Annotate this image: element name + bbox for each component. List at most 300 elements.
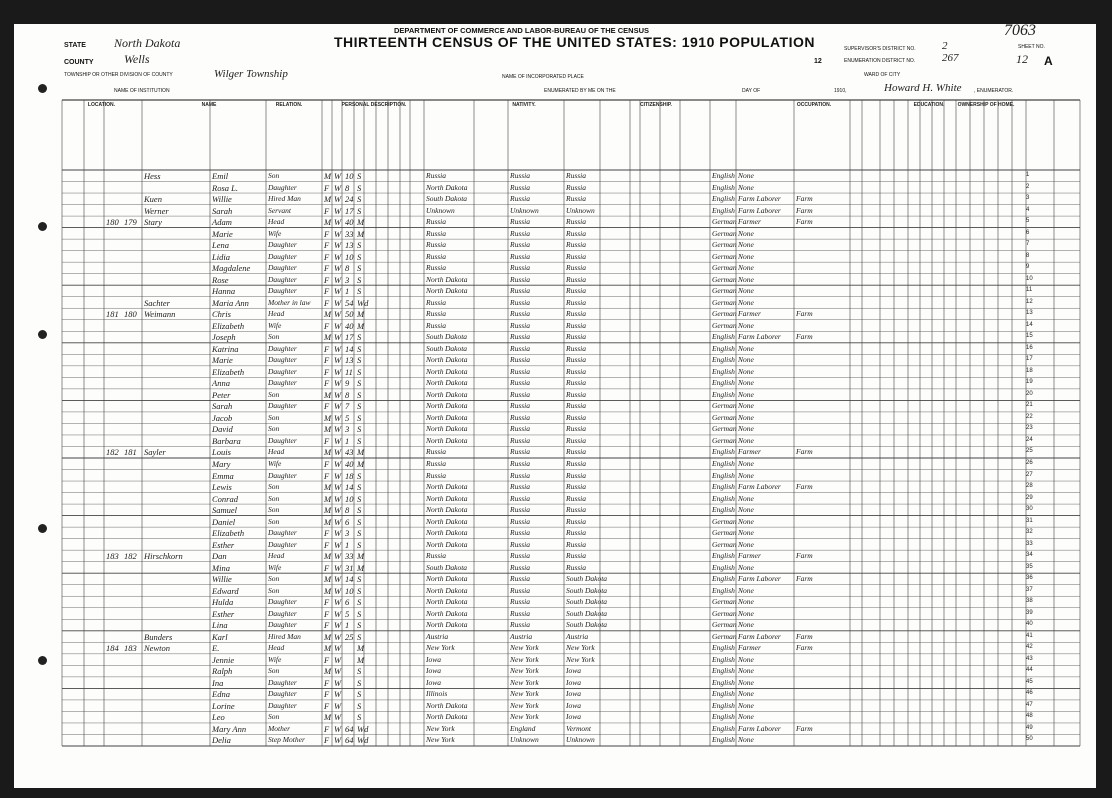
day-label: DAY OF <box>742 88 761 94</box>
race: W <box>334 482 342 493</box>
given-name: Lina <box>212 620 228 631</box>
col-citizenship: CITIZENSHIP. <box>640 102 672 108</box>
enum-district-label: ENUMERATION DISTRICT NO. <box>844 58 916 64</box>
sex: F <box>324 286 330 297</box>
birthplace: Russia <box>426 217 447 227</box>
occupation: Farm Laborer <box>738 574 781 584</box>
age: 17 <box>345 332 354 343</box>
sex: F <box>324 251 330 262</box>
given-name: Lena <box>212 240 229 251</box>
occupation: Farm Laborer <box>738 723 781 733</box>
given-name: Willie <box>212 194 232 205</box>
given-name: David <box>212 424 233 435</box>
father-birthplace: Russia <box>510 378 531 388</box>
enumerator-label: , ENUMERATOR. <box>974 88 1014 94</box>
sex: F <box>324 723 330 734</box>
sex: M <box>324 666 332 677</box>
language: English <box>712 205 735 215</box>
birthplace: Iowa <box>426 654 441 664</box>
language: English <box>712 700 735 710</box>
sex: F <box>324 435 330 446</box>
relation: Wife <box>268 654 282 664</box>
row-number: 24 <box>1026 436 1033 443</box>
father-birthplace: Russia <box>510 251 531 261</box>
given-name: Leo <box>212 712 225 723</box>
given-name: Samuel <box>212 505 238 516</box>
race: W <box>334 551 342 562</box>
surname: Stary <box>144 217 162 228</box>
given-name: Barbara <box>212 435 241 446</box>
occupation: Farmer <box>738 447 761 457</box>
language: German <box>712 263 737 273</box>
given-name: Magdalene <box>212 263 251 274</box>
father-birthplace: Russia <box>510 528 531 538</box>
marital-status: S <box>357 712 362 723</box>
birthplace: North Dakota <box>426 424 468 434</box>
given-name: Karl <box>212 631 228 642</box>
race: W <box>334 643 342 654</box>
mother-birthplace: Russia <box>566 435 587 445</box>
relation: Head <box>268 447 285 457</box>
relation: Daughter <box>268 689 297 699</box>
incorporated-label: NAME OF INCORPORATED PLACE <box>502 74 584 80</box>
father-birthplace: Russia <box>510 539 531 549</box>
age: 8 <box>345 389 350 400</box>
relation: Daughter <box>268 620 297 630</box>
sex: M <box>324 412 332 423</box>
birthplace: Russia <box>426 228 447 238</box>
industry: Farm <box>796 643 813 653</box>
col-ownership: OWNERSHIP OF HOME. <box>957 102 1015 108</box>
birthplace: North Dakota <box>426 539 468 549</box>
language: English <box>712 194 735 204</box>
marital-status: S <box>357 631 362 642</box>
language: English <box>712 712 735 722</box>
row-number: 33 <box>1026 540 1033 547</box>
marital-status: M <box>357 459 365 469</box>
occupation: None <box>738 735 754 745</box>
row-number: 4 <box>1026 206 1030 213</box>
father-birthplace: Russia <box>510 424 531 434</box>
row-number: 18 <box>1026 367 1033 374</box>
occupation: Farm Laborer <box>738 631 781 641</box>
language: German <box>712 631 737 641</box>
age: 18 <box>345 470 354 481</box>
year-label: 1910, <box>834 88 847 94</box>
age: 1 <box>345 435 350 446</box>
col-name: NAME <box>201 102 217 108</box>
language: English <box>712 574 735 584</box>
language: English <box>712 447 735 457</box>
age: 14 <box>345 574 354 585</box>
given-name: Peter <box>212 389 231 400</box>
language: English <box>712 470 735 480</box>
occupation: None <box>738 240 754 250</box>
race: W <box>334 366 342 377</box>
language: English <box>712 378 735 388</box>
mother-birthplace: Russia <box>566 412 587 422</box>
relation: Daughter <box>268 286 297 296</box>
race: W <box>334 539 342 550</box>
sex: F <box>324 620 330 631</box>
mother-birthplace: Russia <box>566 470 587 480</box>
age: 14 <box>345 343 354 354</box>
birthplace: North Dakota <box>426 355 468 365</box>
age: 33 <box>345 551 354 562</box>
language: German <box>712 228 737 238</box>
father-birthplace: Russia <box>510 355 531 365</box>
marital-status: S <box>357 286 362 297</box>
relation: Son <box>268 712 280 722</box>
mother-birthplace: South Dakota <box>566 597 608 607</box>
sheet-no-value: 12 <box>1016 52 1028 66</box>
relation: Mother in law <box>268 297 311 307</box>
mother-birthplace: New York <box>566 643 595 653</box>
stamp-number: 7063 <box>1004 22 1036 39</box>
marital-status: M <box>357 643 365 654</box>
father-birthplace: Russia <box>510 171 531 180</box>
row-number: 37 <box>1026 586 1033 593</box>
family-number: 179 <box>124 217 137 228</box>
race: W <box>334 516 342 527</box>
relation: Son <box>268 585 280 595</box>
marital-status: S <box>357 516 362 527</box>
occupation: None <box>738 228 754 238</box>
relation: Head <box>268 643 285 653</box>
birthplace: Russia <box>426 251 447 261</box>
given-name: Katrina <box>212 343 239 354</box>
birthplace: Russia <box>426 320 447 330</box>
row-number: 19 <box>1026 379 1033 386</box>
race: W <box>334 459 342 469</box>
sex: F <box>324 735 330 746</box>
language: German <box>712 274 737 284</box>
race: W <box>334 297 342 308</box>
industry: Farm <box>796 309 813 319</box>
given-name: Delia <box>212 735 231 746</box>
relation: Son <box>268 574 280 584</box>
surname: Hess <box>144 171 161 181</box>
mother-birthplace: New York <box>566 654 595 664</box>
father-birthplace: Russia <box>510 332 531 342</box>
mother-birthplace: Russia <box>566 240 587 250</box>
given-name: Jennie <box>212 654 235 665</box>
occupation: None <box>738 539 754 549</box>
mother-birthplace: Russia <box>566 562 587 572</box>
row-number: 11 <box>1026 287 1033 294</box>
age: 10 <box>345 585 354 596</box>
row-number: 38 <box>1026 598 1033 605</box>
sex: F <box>324 608 330 619</box>
age: 50 <box>345 309 354 320</box>
birthplace: New York <box>426 735 455 745</box>
surname: Bunders <box>144 631 173 642</box>
row-number: 32 <box>1026 529 1033 536</box>
relation: Son <box>268 505 280 515</box>
language: English <box>712 585 735 595</box>
birthplace: North Dakota <box>426 482 468 492</box>
relation: Daughter <box>268 677 297 687</box>
dwelling-number: 184 <box>106 643 119 654</box>
surname: Sachter <box>144 297 170 308</box>
race: W <box>334 389 342 400</box>
race: W <box>334 332 342 343</box>
father-birthplace: Russia <box>510 274 531 284</box>
birthplace: Russia <box>426 551 447 561</box>
mother-birthplace: Russia <box>566 297 587 307</box>
language: English <box>712 171 735 180</box>
relation: Son <box>268 332 280 342</box>
language: English <box>712 366 735 376</box>
marital-status: M <box>357 447 365 458</box>
birthplace: Russia <box>426 297 447 307</box>
marital-status: S <box>357 332 362 343</box>
relation: Son <box>268 482 280 492</box>
occupation: None <box>738 435 754 445</box>
race: W <box>334 712 342 723</box>
sex: F <box>324 343 330 354</box>
dwelling-number: 181 <box>106 309 119 320</box>
marital-status: S <box>357 539 362 550</box>
birthplace: Iowa <box>426 677 441 687</box>
father-birthplace: Russia <box>510 585 531 595</box>
birthplace: New York <box>426 643 455 653</box>
marital-status: S <box>357 205 362 216</box>
given-name: Elizabeth <box>212 320 245 331</box>
occupation: None <box>738 516 754 526</box>
relation: Daughter <box>268 182 297 192</box>
birthplace: North Dakota <box>426 597 468 607</box>
father-birthplace: Russia <box>510 366 531 376</box>
mother-birthplace: Russia <box>566 366 587 376</box>
given-name: Sarah <box>212 401 233 412</box>
birthplace: North Dakota <box>426 182 468 192</box>
father-birthplace: Russia <box>510 597 531 607</box>
marital-status: M <box>357 654 365 665</box>
age: 5 <box>345 412 350 423</box>
mother-birthplace: Russia <box>566 320 587 330</box>
occupation: Farmer <box>738 551 761 561</box>
marital-status: S <box>357 689 362 700</box>
mother-birthplace: Russia <box>566 171 587 180</box>
given-name: Marie <box>212 228 233 239</box>
given-name: Marie <box>212 355 233 366</box>
race: W <box>334 217 342 228</box>
father-birthplace: Russia <box>510 562 531 572</box>
race: W <box>334 470 342 481</box>
row-number: 35 <box>1026 563 1033 570</box>
relation: Wife <box>268 228 282 238</box>
industry: Farm <box>796 217 813 227</box>
occupation: None <box>738 620 754 630</box>
sex: F <box>324 366 330 377</box>
father-birthplace: Russia <box>510 263 531 273</box>
age: 13 <box>345 240 354 251</box>
occupation: None <box>738 424 754 434</box>
surname: Weimann <box>144 309 176 320</box>
language: English <box>712 389 735 399</box>
col-personal: PERSONAL DESCRIPTION. <box>341 102 407 108</box>
mother-birthplace: Iowa <box>566 700 581 710</box>
row-number: 14 <box>1026 321 1033 328</box>
birthplace: North Dakota <box>426 620 468 630</box>
occupation: Farmer <box>738 643 761 653</box>
occupation: None <box>738 274 754 284</box>
given-name: Joseph <box>212 332 236 343</box>
relation: Wife <box>268 459 282 468</box>
age: 10 <box>345 251 354 262</box>
relation: Daughter <box>268 355 297 365</box>
birthplace: Russia <box>426 309 447 319</box>
marital-status: S <box>357 424 362 435</box>
birthplace: South Dakota <box>426 562 468 572</box>
row-number: 22 <box>1026 413 1033 420</box>
institution-label: NAME OF INSTITUTION <box>114 88 170 94</box>
given-name: Mary <box>212 459 231 469</box>
marital-status: S <box>357 505 362 516</box>
row-number: 50 <box>1026 736 1033 743</box>
given-name: Rosa L. <box>212 182 238 193</box>
language: German <box>712 516 737 526</box>
mother-birthplace: Unknown <box>566 735 595 745</box>
given-name: Hanna <box>212 286 236 297</box>
marital-status: S <box>357 700 362 711</box>
father-birthplace: Russia <box>510 482 531 492</box>
occupation: None <box>738 585 754 595</box>
mother-birthplace: Russia <box>566 378 587 388</box>
occupation: None <box>738 562 754 572</box>
surname: Sayler <box>144 447 166 458</box>
race: W <box>334 412 342 423</box>
race: W <box>334 251 342 262</box>
race: W <box>334 194 342 205</box>
occupation: None <box>738 493 754 503</box>
mother-birthplace: Russia <box>566 251 587 261</box>
sex: F <box>324 654 330 665</box>
birthplace: North Dakota <box>426 435 468 445</box>
occupation: None <box>738 712 754 722</box>
enum-district-value: 267 <box>942 52 959 64</box>
enumerator-value: Howard H. White <box>884 82 962 94</box>
given-name: Mary Ann <box>212 723 247 734</box>
birthplace: North Dakota <box>426 585 468 595</box>
age: 64 <box>345 735 354 746</box>
mother-birthplace: Russia <box>566 447 587 457</box>
surname: Kuen <box>144 194 162 205</box>
relation: Daughter <box>268 343 297 353</box>
given-name: Edna <box>212 689 230 700</box>
father-birthplace: New York <box>510 689 539 699</box>
father-birthplace: Russia <box>510 182 531 192</box>
relation: Daughter <box>268 435 297 445</box>
birthplace: North Dakota <box>426 516 468 526</box>
marital-status: Wd <box>357 735 369 746</box>
supervisor-value: 2 <box>942 40 948 52</box>
given-name: Anna <box>212 378 230 389</box>
sex: M <box>324 516 332 527</box>
language: German <box>712 251 737 261</box>
father-birthplace: Russia <box>510 435 531 445</box>
race: W <box>334 735 342 746</box>
occupation: None <box>738 470 754 480</box>
row-number: 39 <box>1026 609 1033 616</box>
given-name: Elizabeth <box>212 366 245 377</box>
marital-status: S <box>357 482 362 493</box>
occupation: None <box>738 412 754 422</box>
age: 13 <box>345 355 354 366</box>
industry: Farm <box>796 332 813 342</box>
marital-status: S <box>357 378 362 389</box>
race: W <box>334 562 342 573</box>
marital-status: S <box>357 435 362 446</box>
dwelling-number: 180 <box>106 217 119 228</box>
industry: Farm <box>796 574 813 584</box>
race: W <box>334 182 342 193</box>
language: English <box>712 343 735 353</box>
age: 9 <box>345 378 350 389</box>
occupation: None <box>738 459 754 468</box>
given-name: Ina <box>212 677 224 688</box>
mother-birthplace: Austria <box>566 631 589 641</box>
marital-status: S <box>357 389 362 400</box>
marital-status: S <box>357 355 362 366</box>
sex: M <box>324 332 332 343</box>
row-number: 6 <box>1026 229 1030 236</box>
birthplace: North Dakota <box>426 366 468 376</box>
father-birthplace: New York <box>510 677 539 687</box>
race: W <box>334 435 342 446</box>
birthplace: North Dakota <box>426 493 468 503</box>
row-number: 15 <box>1026 333 1033 340</box>
marital-status: S <box>357 412 362 423</box>
birthplace: North Dakota <box>426 700 468 710</box>
race: W <box>334 228 342 239</box>
occupation: None <box>738 182 754 192</box>
race: W <box>334 343 342 354</box>
relation: Mother <box>268 723 291 733</box>
row-number: 21 <box>1026 402 1033 409</box>
mother-birthplace: Russia <box>566 228 587 238</box>
birthplace: Russia <box>426 263 447 273</box>
marital-status: M <box>357 217 365 228</box>
language: German <box>712 528 737 538</box>
race: W <box>334 493 342 504</box>
marital-status: S <box>357 620 362 631</box>
language: German <box>712 435 737 445</box>
row-number: 8 <box>1026 252 1030 259</box>
marital-status: M <box>357 320 365 331</box>
given-name: Edward <box>212 585 239 596</box>
row-number: 44 <box>1026 667 1033 674</box>
birthplace: North Dakota <box>426 401 468 411</box>
occupation: None <box>738 389 754 399</box>
age: 3 <box>345 528 350 539</box>
mother-birthplace: Russia <box>566 528 587 538</box>
given-name: Emma <box>212 470 234 481</box>
occupation: None <box>738 401 754 411</box>
given-name: Willie <box>212 574 232 585</box>
race: W <box>334 274 342 285</box>
occupation: None <box>738 251 754 261</box>
relation: Daughter <box>268 597 297 607</box>
industry: Farm <box>796 551 813 561</box>
occupation: None <box>738 378 754 388</box>
mother-birthplace: Iowa <box>566 666 581 676</box>
occupation: None <box>738 320 754 330</box>
surname: Newton <box>144 643 170 654</box>
father-birthplace: New York <box>510 643 539 653</box>
age: 17 <box>345 205 354 216</box>
